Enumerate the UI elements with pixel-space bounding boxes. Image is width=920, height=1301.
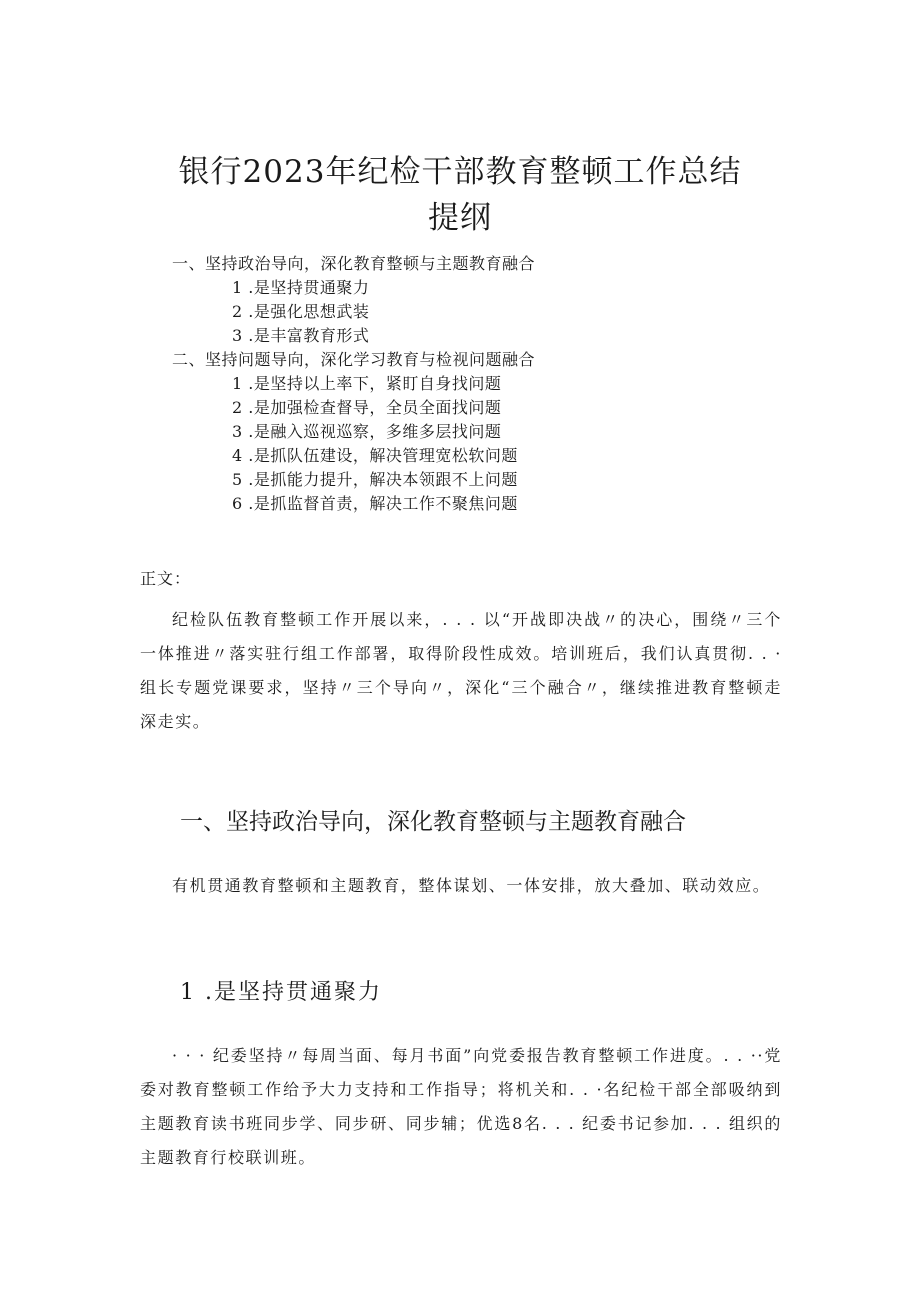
outline-item: 2 .是加强检查督导，全员全面找问题 — [232, 398, 502, 417]
outline-item: 4 .是抓队伍建设，解决管理宽松软问题 — [232, 446, 518, 465]
outline-section-1: 一、坚持政治导向，深化教育整顿与主题教育融合 — [172, 254, 536, 273]
outline-item: 5 .是抓能力提升，解决本领跟不上问题 — [232, 470, 518, 489]
intro-paragraph: 纪检队伍教育整顿工作开展以来，. . . 以“开战即决战〃的决心，围绕〃三个一体推进〃落实驻行组工作部署，取得阶段性成效。培训班后，我们认真贯彻. . ·组长专题党课要求，坚持〃三个导向〃，深化“三个融合〃，继续推进教育整顿走深走实。 — [140, 610, 782, 731]
document-title: 银行2023年纪检干部教育整顿工作总结 — [178, 154, 742, 190]
outline-item: 2 .是强化思想武装 — [232, 302, 370, 321]
outline-item: 1 .是坚持贯通聚力 — [232, 278, 370, 297]
outline-item: 1 .是坚持以上率下，紧盯自身找问题 — [232, 374, 502, 393]
outline-item: 3 .是融入巡视巡察，多维多层找问题 — [232, 422, 502, 441]
section-heading-1: 一、坚持政治导向，深化教育整顿与主题教育融合 — [180, 809, 686, 835]
outline-item: 6 .是抓监督首责，解决工作不聚焦问题 — [232, 494, 518, 513]
section-1-paragraph: 有机贯通教育整顿和主题教育，整体谋划、一体安排，放大叠加、联动效应。 — [172, 876, 771, 895]
outline-section-2: 二、坚持问题导向，深化学习教育与检视问题融合 — [172, 350, 536, 369]
subsection-1-paragraph: · · · 纪委坚持〃每周当面、每月书面”向党委报告教育整顿工作进度。. . ··党委对教育整顿工作给予大力支持和工作指导；将机关和. . ·名纪检干部全部吸纳到主题教育读书班同步学、同步研、同步辅；优选8名. . . 纪委书记参加. . . 组织的主题教育行校联训班。 — [140, 1046, 782, 1167]
body-label: 正文： — [140, 569, 192, 588]
outline-item: 3 .是丰富教育形式 — [232, 326, 370, 345]
document-title-line2: 提纲 — [428, 200, 492, 236]
subsection-heading-1: 1 .是坚持贯通聚力 — [180, 980, 382, 1005]
